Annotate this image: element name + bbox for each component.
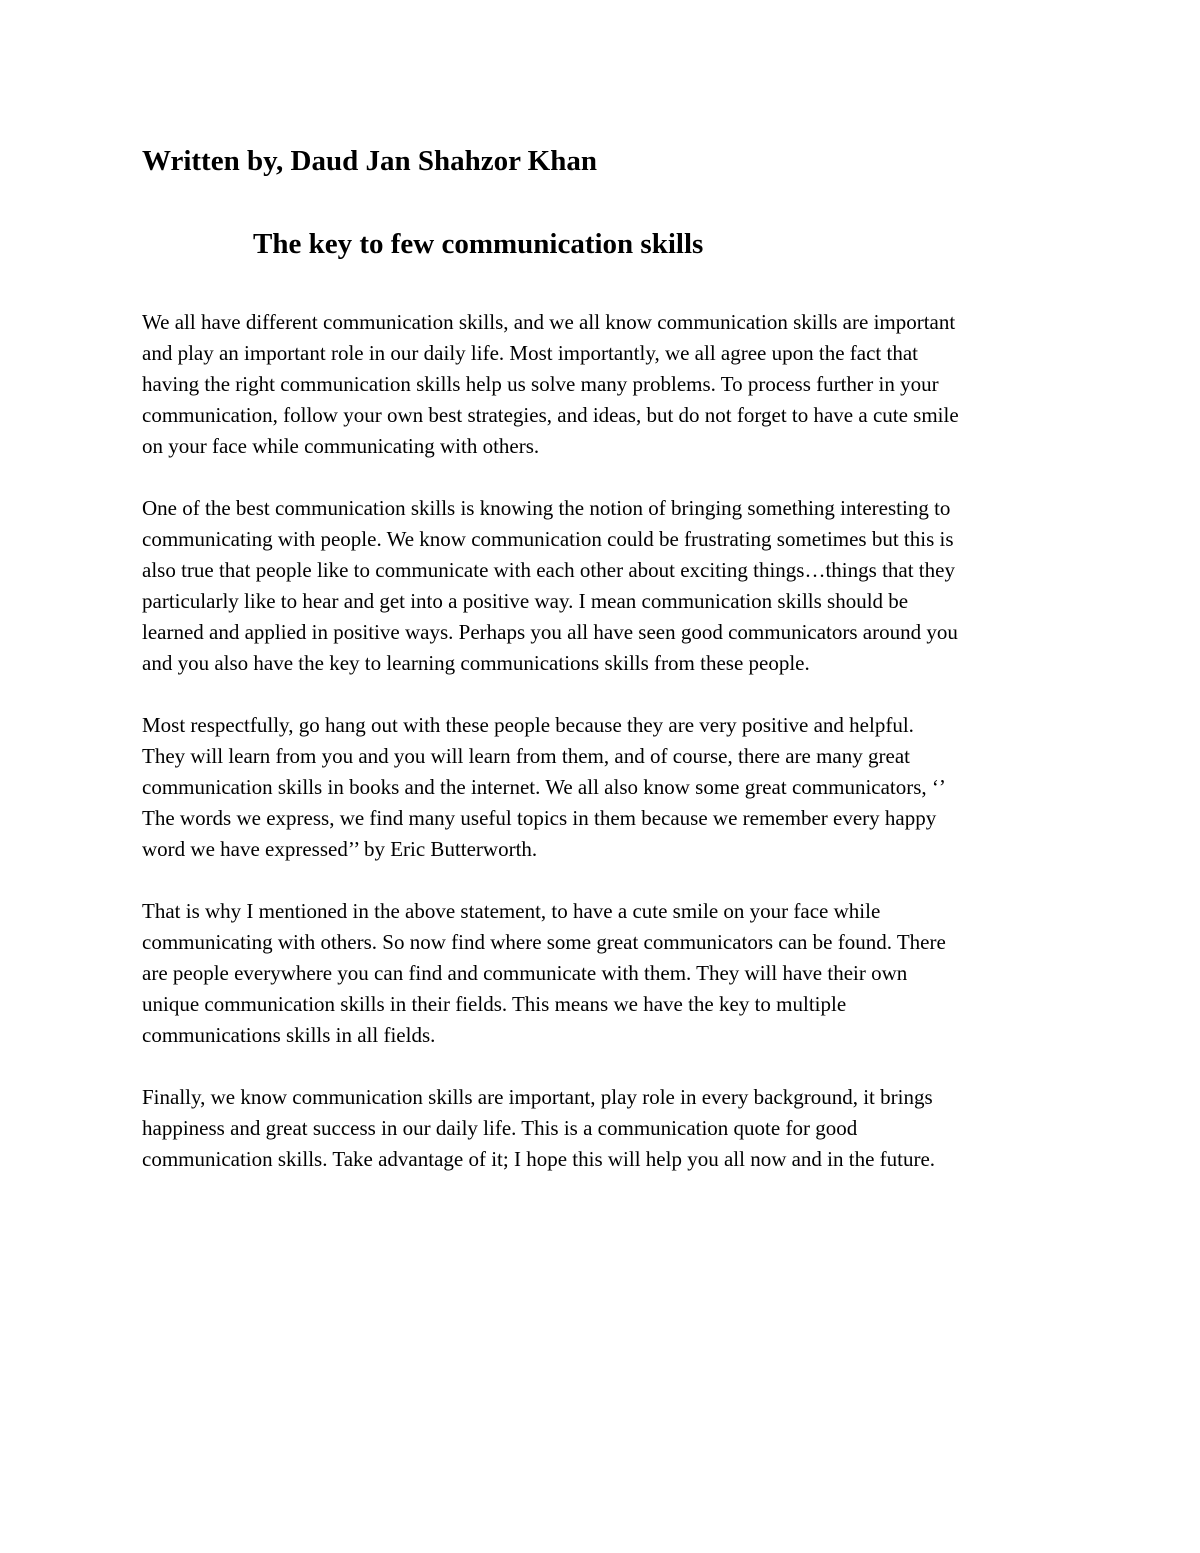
author-line: Written by, Daud Jan Shahzor Khan	[142, 145, 597, 177]
paragraph-3	[142, 710, 1082, 865]
text-line: communication, follow your own best strategies, and ideas, but do not forget to have a cute smile	[142, 403, 959, 427]
text-line: Most respectfully, go hang out with these people because they are very positive and helpful.	[142, 713, 914, 737]
text-line: communicating with people. We know communication could be frustrating sometimes but this is	[142, 527, 954, 551]
text-line: They will learn from you and you will learn from them, and of course, there are many great	[142, 744, 910, 768]
text-line: particularly like to hear and get into a positive way. I mean communication skills should be	[142, 589, 909, 613]
text-line: communication skills in books and the internet. We all also know some great communicators, ‘’	[142, 775, 946, 799]
text-line: are people everywhere you can find and communicate with them. They will have their own	[142, 961, 908, 985]
text-line: Finally, we know communication skills are important, play role in every background, it brings	[142, 1085, 933, 1109]
text-line: That is why I mentioned in the above statement, to have a cute smile on your face while	[142, 899, 881, 923]
text-line: word we have expressed’’ by Eric Butterworth.	[142, 837, 538, 861]
text-line: on your face while communicating with others.	[142, 434, 540, 458]
text-line: and play an important role in our daily life. Most importantly, we all agree upon the fact that	[142, 341, 918, 365]
text-line: One of the best communication skills is knowing the notion of bringing something interesting to	[142, 496, 951, 520]
text-line: communicating with others. So now find where some great communicators can be found. There	[142, 930, 946, 954]
paragraph-4	[142, 896, 1082, 1051]
text-line: learned and applied in positive ways. Perhaps you all have seen good communicators around you	[142, 620, 958, 644]
document-body	[142, 307, 1082, 1206]
document-title: The key to few communication skills	[253, 228, 704, 260]
paragraph-1	[142, 307, 1082, 462]
text-line: also true that people like to communicate with each other about exciting things…things that they	[142, 558, 955, 582]
text-line: The words we express, we find many useful topics in them because we remember every happy	[142, 806, 937, 830]
paragraph-2	[142, 493, 1082, 679]
text-line: communication skills. Take advantage of it; I hope this will help you all now and in the future.	[142, 1147, 936, 1171]
paragraph-5	[142, 1082, 1082, 1175]
text-line: We all have different communication skills, and we all know communication skills are important	[142, 310, 956, 334]
text-line: happiness and great success in our daily life. This is a communication quote for good	[142, 1116, 858, 1140]
text-line: unique communication skills in their fields. This means we have the key to multiple	[142, 992, 847, 1016]
text-line: having the right communication skills help us solve many problems. To process further in your	[142, 372, 939, 396]
text-line: and you also have the key to learning communications skills from these people.	[142, 651, 810, 675]
text-line: communications skills in all fields.	[142, 1023, 436, 1047]
